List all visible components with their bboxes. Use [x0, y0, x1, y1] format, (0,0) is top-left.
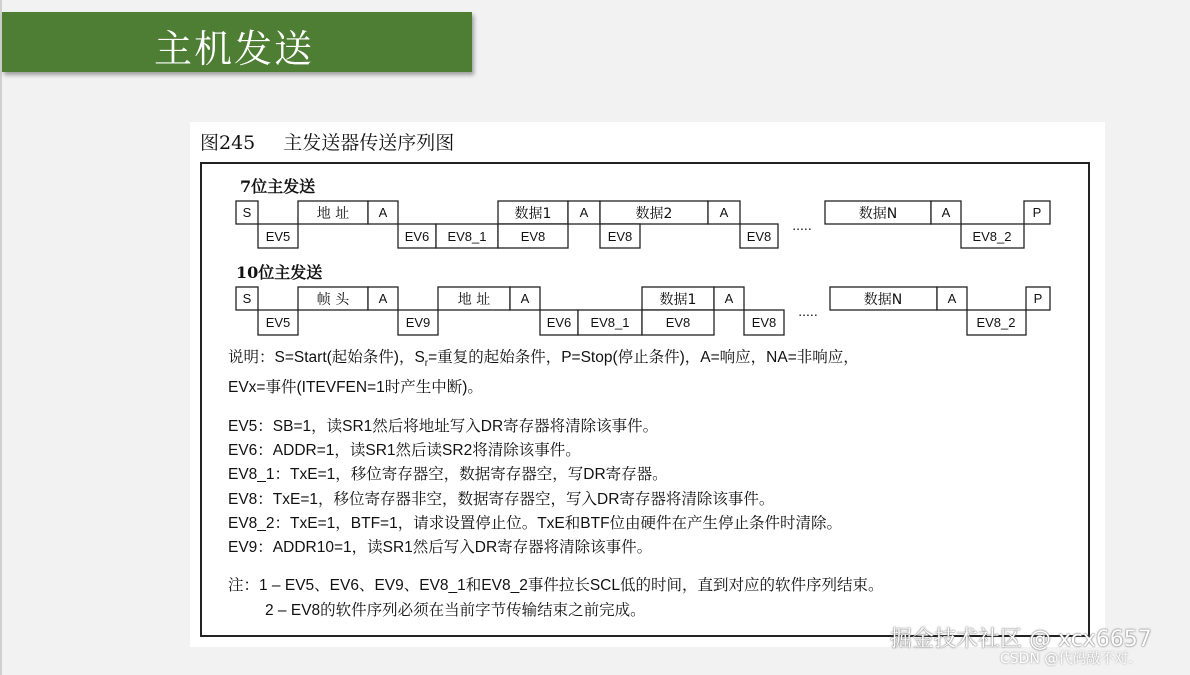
- note-1: 注：1 – EV5、EV6、EV9、EV8_1和EV8_2事件拉长SCL低的时间，直到对应的软件序列结束。: [228, 577, 884, 595]
- title-bar: [2, 12, 472, 72]
- box-label: A: [520, 291, 530, 306]
- box-label: A: [719, 205, 729, 220]
- event-label: EV6: [546, 315, 572, 330]
- ten-bit-top-row: [236, 287, 1050, 310]
- legend-line-1: [228, 346, 883, 376]
- event-label: EV8: [746, 229, 772, 244]
- box-label: A: [579, 205, 589, 220]
- event-label: EV6: [404, 229, 430, 244]
- ellipsis: .....: [792, 217, 812, 233]
- figure-number: 图245: [200, 132, 256, 154]
- box-label: A: [378, 291, 388, 306]
- box-label: A: [941, 205, 951, 220]
- slide-edge: [0, 0, 2, 675]
- note-2: 2 – EV8的软件序列必须在当前字节传输结束之前完成。: [265, 601, 646, 619]
- event-label: EV5: [265, 229, 291, 244]
- event-ev5: EV5：SB=1，读SR1然后将地址写入DR寄存器将清除该事件。: [228, 417, 659, 435]
- box-label: 数据1: [659, 292, 697, 308]
- event-label: EV8_2: [972, 229, 1012, 244]
- slide-title: 主机发送: [154, 27, 315, 71]
- legend-text: =重复的起始条件，P=Stop(停止条件)，A=响应，NA=非响应，: [428, 349, 859, 366]
- box-label: 数据N: [863, 292, 903, 308]
- event-label: EV8: [751, 315, 777, 330]
- event-ev6: EV6：ADDR=1，读SR1然后读SR2将清除该事件。: [228, 441, 581, 459]
- box-label: 地 址: [457, 292, 491, 308]
- box-label: S: [242, 205, 252, 220]
- event-label: EV8: [607, 229, 633, 244]
- event-label: EV5: [265, 315, 291, 330]
- box-label: A: [378, 205, 388, 220]
- box-label: 数据1: [514, 206, 552, 222]
- event-label: EV8_2: [976, 315, 1016, 330]
- box-label: 帧 头: [316, 292, 350, 308]
- event-ev9: EV9：ADDR10=1，读SR1然后写入DR寄存器将清除该事件。: [228, 539, 653, 557]
- watermark-csdn: CSDN @代码敲不对.: [1000, 651, 1133, 667]
- event-label: EV8_1: [590, 315, 630, 330]
- figure: [190, 122, 1105, 647]
- box-label: A: [947, 291, 957, 306]
- seven-bit-label: 7位主发送: [240, 177, 316, 196]
- watermark-juejin: 掘金技术社区 @ xcx6657: [890, 627, 1152, 652]
- box-label: 数据2: [635, 206, 673, 222]
- event-ev8-2: EV8_2：TxE=1，BTF=1，请求设置停止位。TxE和BTF位由硬件在产生停止条件时清除。: [228, 514, 843, 532]
- box-label: P: [1032, 205, 1042, 220]
- event-label: EV9: [405, 315, 431, 330]
- event-label: EV8: [665, 315, 691, 330]
- event-label: EV8: [520, 229, 546, 244]
- legend-line-2: EVx=事件(ITEVFEN=1时产生中断)。: [228, 379, 483, 397]
- event-ev8-1: EV8_1：TxE=1，移位寄存器空，数据寄存器空，写DR寄存器。: [228, 466, 668, 484]
- event-ev8: EV8：TxE=1，移位寄存器非空，数据寄存器空，写入DR寄存器将清除该事件。: [228, 490, 775, 508]
- figure-notes: [228, 346, 883, 623]
- ellipsis: .....: [798, 303, 818, 319]
- event-label: EV8_1: [447, 229, 487, 244]
- ten-bit-label: 10位主发送: [236, 263, 323, 282]
- box-label: S: [242, 291, 252, 306]
- legend-subscript: r: [424, 358, 429, 370]
- legend-text: 说明：S=Start(起始条件)，S: [228, 349, 425, 366]
- box-label: A: [724, 291, 734, 306]
- box-label: 地 址: [316, 206, 350, 222]
- seven-bit-top-row: [236, 201, 1050, 224]
- box-label: 数据N: [858, 206, 898, 222]
- figure-title: 主发送器传送序列图: [283, 132, 455, 154]
- box-label: P: [1033, 291, 1043, 306]
